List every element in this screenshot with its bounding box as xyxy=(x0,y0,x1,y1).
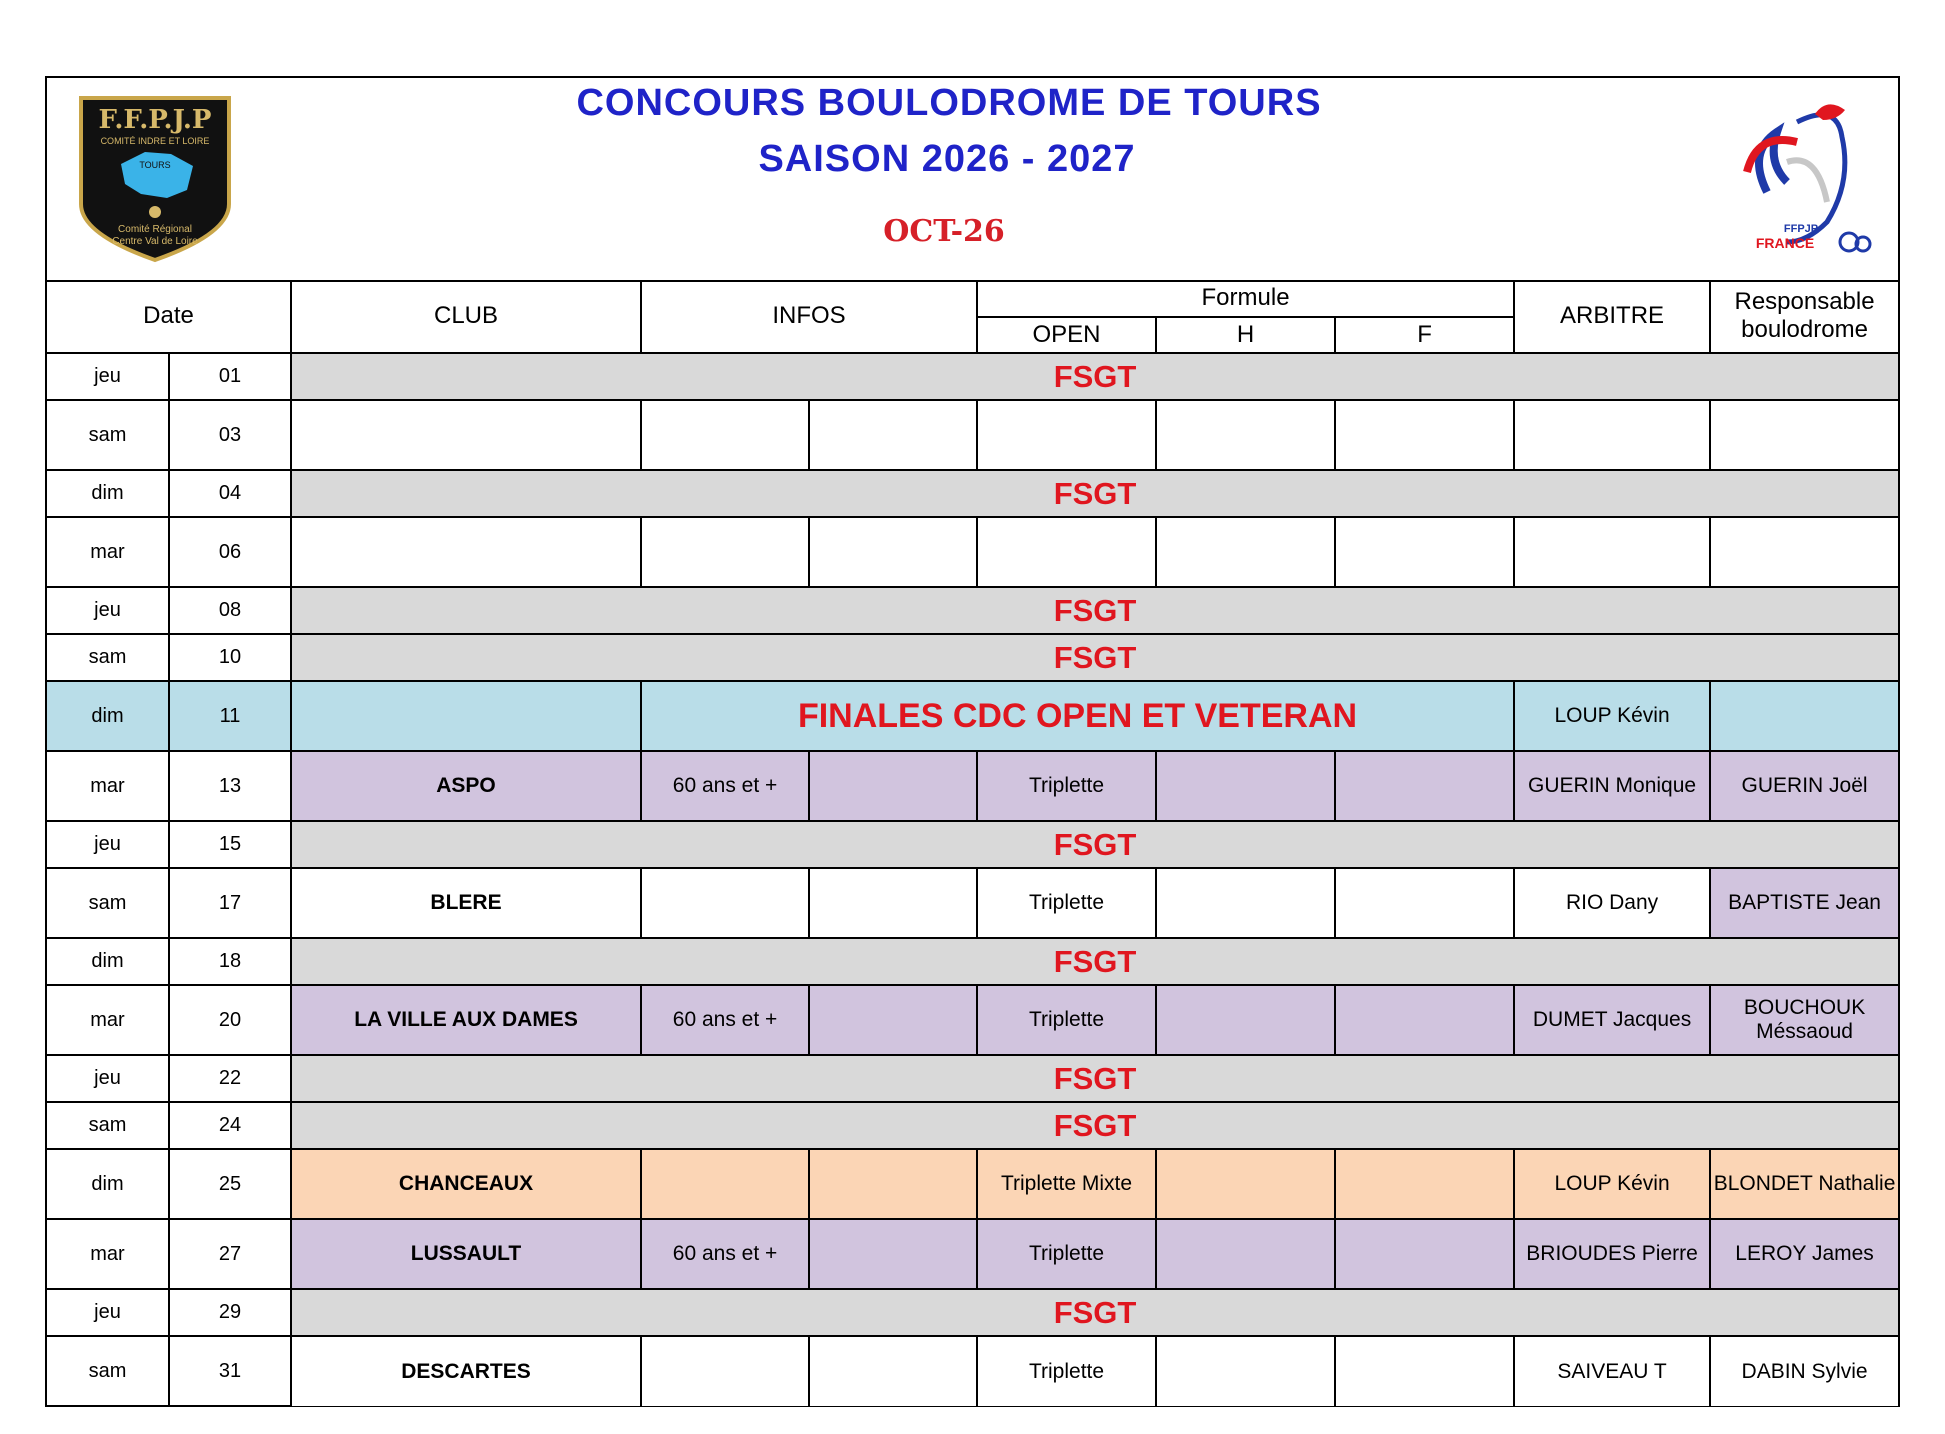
fsgt-label: FSGT xyxy=(291,353,1898,400)
responsable-cell xyxy=(1710,400,1898,470)
date-number-cell: 31 xyxy=(169,1336,291,1406)
page-title: CONCOURS BOULODROME DE TOURS xyxy=(576,82,1322,124)
header xyxy=(47,78,1898,282)
fsgt-label: FSGT xyxy=(291,634,1898,681)
table-row xyxy=(47,938,1898,985)
day-cell: sam xyxy=(47,400,169,470)
fsgt-label: FSGT xyxy=(291,470,1898,517)
open-cell: Triplette xyxy=(977,868,1156,938)
f-header: F xyxy=(1335,317,1514,353)
table-row xyxy=(47,470,1898,517)
club-cell: LUSSAULT xyxy=(291,1219,641,1289)
table-row xyxy=(47,681,1898,751)
open-cell xyxy=(977,400,1156,470)
month-label: OCT-26 xyxy=(883,214,1005,249)
club-cell: BLERE xyxy=(291,868,641,938)
day-cell: jeu xyxy=(47,1289,169,1336)
infos-extra-cell xyxy=(809,1149,977,1219)
table-row xyxy=(47,400,1898,470)
table-row xyxy=(47,821,1898,868)
day-cell: jeu xyxy=(47,821,169,868)
infos-cell xyxy=(641,400,809,470)
infos-extra-cell xyxy=(809,400,977,470)
date-number-cell: 20 xyxy=(169,985,291,1055)
table-row xyxy=(47,1219,1898,1289)
fsgt-label: FSGT xyxy=(291,1289,1898,1336)
fsgt-label: FSGT xyxy=(291,938,1898,985)
table-row xyxy=(47,1102,1898,1149)
day-cell: dim xyxy=(47,938,169,985)
arbitre-header: ARBITRE xyxy=(1514,280,1710,353)
h-cell xyxy=(1156,1149,1335,1219)
club-cell: LA VILLE AUX DAMES xyxy=(291,985,641,1055)
club-cell: ASPO xyxy=(291,751,641,821)
arbitre-cell: SAIVEAU T xyxy=(1514,1336,1710,1406)
club-cell: DESCARTES xyxy=(291,1336,641,1406)
arbitre-cell xyxy=(1514,517,1710,587)
fsgt-label: FSGT xyxy=(291,1055,1898,1102)
schedule-table xyxy=(47,280,1898,1406)
infos-header: INFOS xyxy=(641,280,977,353)
responsable-header: Responsable boulodrome xyxy=(1710,280,1898,353)
day-cell: sam xyxy=(47,1102,169,1149)
svg-text:F.F.P.J.P: F.F.P.J.P xyxy=(98,105,212,135)
day-cell: mar xyxy=(47,517,169,587)
table-row xyxy=(47,868,1898,938)
f-cell xyxy=(1335,985,1514,1055)
fsgt-label: FSGT xyxy=(291,821,1898,868)
fsgt-label: FSGT xyxy=(291,587,1898,634)
date-number-cell: 22 xyxy=(169,1055,291,1102)
h-cell xyxy=(1156,985,1335,1055)
responsable-cell xyxy=(1710,681,1898,751)
infos-cell xyxy=(641,868,809,938)
club-cell: CHANCEAUX xyxy=(291,1149,641,1219)
responsable-cell: GUERIN Joël xyxy=(1710,751,1898,821)
h-cell xyxy=(1156,400,1335,470)
date-number-cell: 06 xyxy=(169,517,291,587)
open-cell: Triplette xyxy=(977,985,1156,1055)
infos-cell xyxy=(641,1149,809,1219)
f-cell xyxy=(1335,751,1514,821)
svg-text:Comité Régional: Comité Régional xyxy=(118,224,192,235)
svg-text:TOURS: TOURS xyxy=(139,160,171,170)
arbitre-cell: LOUP Kévin xyxy=(1514,1149,1710,1219)
day-cell: sam xyxy=(47,634,169,681)
finale-label: FINALES CDC OPEN ET VETERAN xyxy=(641,681,1514,751)
h-cell xyxy=(1156,1219,1335,1289)
date-number-cell: 18 xyxy=(169,938,291,985)
arbitre-cell xyxy=(1514,400,1710,470)
day-cell: jeu xyxy=(47,1055,169,1102)
open-cell xyxy=(977,517,1156,587)
infos-extra-cell xyxy=(809,1336,977,1406)
day-cell: mar xyxy=(47,985,169,1055)
table-row xyxy=(47,751,1898,821)
club-cell xyxy=(291,681,641,751)
svg-text:COMITÉ INDRE ET LOIRE: COMITÉ INDRE ET LOIRE xyxy=(100,136,210,146)
f-cell xyxy=(1335,400,1514,470)
day-cell: dim xyxy=(47,470,169,517)
schedule-sheet xyxy=(45,76,1900,1407)
day-cell: sam xyxy=(47,868,169,938)
arbitre-cell: DUMET Jacques xyxy=(1514,985,1710,1055)
date-number-cell: 29 xyxy=(169,1289,291,1336)
responsable-cell: LEROY James xyxy=(1710,1219,1898,1289)
date-number-cell: 27 xyxy=(169,1219,291,1289)
responsable-cell: DABIN Sylvie xyxy=(1710,1336,1898,1406)
club-cell xyxy=(291,400,641,470)
table-row xyxy=(47,1289,1898,1336)
arbitre-cell: GUERIN Monique xyxy=(1514,751,1710,821)
table-row xyxy=(47,1149,1898,1219)
arbitre-cell: LOUP Kévin xyxy=(1514,681,1710,751)
h-cell xyxy=(1156,1336,1335,1406)
date-number-cell: 10 xyxy=(169,634,291,681)
date-number-cell: 24 xyxy=(169,1102,291,1149)
date-number-cell: 08 xyxy=(169,587,291,634)
svg-text:FFPJP: FFPJP xyxy=(1783,223,1819,235)
svg-text:FRANCE: FRANCE xyxy=(1755,235,1815,251)
season-title: SAISON 2026 - 2027 xyxy=(758,138,1136,180)
table-row xyxy=(47,517,1898,587)
date-number-cell: 25 xyxy=(169,1149,291,1219)
day-cell: dim xyxy=(47,681,169,751)
day-cell: dim xyxy=(47,1149,169,1219)
club-header: CLUB xyxy=(291,280,641,353)
date-number-cell: 03 xyxy=(169,400,291,470)
club-cell xyxy=(291,517,641,587)
table-row xyxy=(47,985,1898,1055)
f-cell xyxy=(1335,868,1514,938)
fsgt-label: FSGT xyxy=(291,1102,1898,1149)
arbitre-cell: BRIOUDES Pierre xyxy=(1514,1219,1710,1289)
table-row xyxy=(47,353,1898,400)
responsable-cell xyxy=(1710,517,1898,587)
f-cell xyxy=(1335,1336,1514,1406)
f-cell xyxy=(1335,517,1514,587)
infos-extra-cell xyxy=(809,868,977,938)
day-cell: mar xyxy=(47,751,169,821)
svg-text:Centre Val de Loire: Centre Val de Loire xyxy=(112,236,198,247)
date-number-cell: 13 xyxy=(169,751,291,821)
date-number-cell: 17 xyxy=(169,868,291,938)
h-header: H xyxy=(1156,317,1335,353)
date-number-cell: 04 xyxy=(169,470,291,517)
responsable-cell: BLONDET Nathalie xyxy=(1710,1149,1898,1219)
date-header: Date xyxy=(47,280,291,353)
table-row xyxy=(47,587,1898,634)
day-cell: jeu xyxy=(47,353,169,400)
open-header: OPEN xyxy=(977,317,1156,353)
open-cell: Triplette xyxy=(977,751,1156,821)
infos-extra-cell xyxy=(809,751,977,821)
infos-cell: 60 ans et + xyxy=(641,985,809,1055)
f-cell xyxy=(1335,1219,1514,1289)
infos-extra-cell xyxy=(809,517,977,587)
day-cell: mar xyxy=(47,1219,169,1289)
day-cell: sam xyxy=(47,1336,169,1406)
responsable-cell: BOUCHOUK Méssaoud xyxy=(1710,985,1898,1055)
date-number-cell: 11 xyxy=(169,681,291,751)
infos-cell xyxy=(641,1336,809,1406)
ffpjp-france-rooster-logo xyxy=(1727,92,1877,262)
open-cell: Triplette xyxy=(977,1336,1156,1406)
h-cell xyxy=(1156,517,1335,587)
arbitre-cell: RIO Dany xyxy=(1514,868,1710,938)
open-cell: Triplette xyxy=(977,1219,1156,1289)
table-row xyxy=(47,1336,1898,1406)
date-number-cell: 15 xyxy=(169,821,291,868)
table-row xyxy=(47,1055,1898,1102)
h-cell xyxy=(1156,751,1335,821)
infos-cell: 60 ans et + xyxy=(641,1219,809,1289)
open-cell: Triplette Mixte xyxy=(977,1149,1156,1219)
formule-header: Formule xyxy=(977,280,1514,317)
infos-cell xyxy=(641,517,809,587)
table-row xyxy=(47,634,1898,681)
infos-extra-cell xyxy=(809,985,977,1055)
infos-extra-cell xyxy=(809,1219,977,1289)
h-cell xyxy=(1156,868,1335,938)
f-cell xyxy=(1335,1149,1514,1219)
date-number-cell: 01 xyxy=(169,353,291,400)
infos-cell: 60 ans et + xyxy=(641,751,809,821)
day-cell: jeu xyxy=(47,587,169,634)
responsable-cell: BAPTISTE Jean xyxy=(1710,868,1898,938)
